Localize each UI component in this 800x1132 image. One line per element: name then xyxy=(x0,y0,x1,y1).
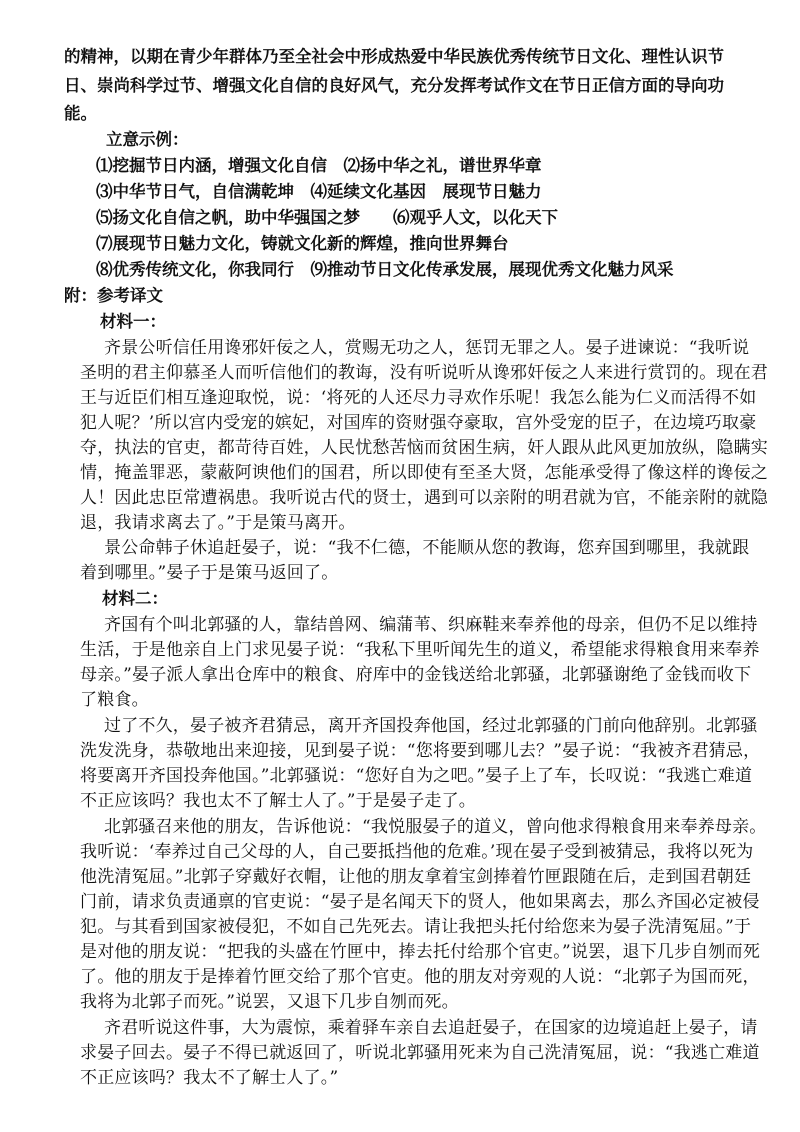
material2-line-18: 求晏子回去。晏子不得已就返回了，听说北郭骚用死来为自己洗清冤屈，说：“我逃亡难道 xyxy=(80,1043,760,1063)
material2-line-1: 齐国有个叫北郭骚的人，靠结兽网、编蒲苇、织麻鞋来奉养他的母亲，但仍不足以维持 xyxy=(104,615,758,635)
example-line-2: ⑶中华节日气，自信满乾坤 ⑷延续文化基因 展现节日魅力 xyxy=(96,182,542,201)
material2-line-13: 犯。与其看到国家被侵犯，不如自己先死去。请让我把头托付给您来为晏子洗清冤屈。”于 xyxy=(80,917,752,937)
material2-heading: 材料二： xyxy=(102,589,168,608)
material1-line-9: 景公命韩子休追赶晏子，说：“我不仁德，不能顺从您的教诲，您弃国到哪里，我就跟 xyxy=(104,538,750,558)
material1-line-6: 情，掩盖罪恶，蒙蔽阿谀他们的国君，所以即使有至圣大贤，怎能承受得了像这样的谗佞之 xyxy=(80,463,768,483)
material1-line-2: 圣明的君主仰慕圣人而听信他们的教诲，没有听说听从谗邪奸佞之人来进行赏罚的。现在君 xyxy=(80,363,768,383)
material2-line-2: 生活，于是他亲自上门求见晏子说：“我私下里听闻先生的道义，希望能求得粮食用来奉养 xyxy=(80,640,760,660)
example-line-4: ⑺展现节日魅力文化，铸就文化新的辉煌，推向世界舞台 xyxy=(96,234,509,253)
material1-line-1: 齐景公听信任用谗邪奸佞之人，赏赐无功之人，惩罚无罪之人。晏子进谏说：“我听说 xyxy=(104,338,750,358)
material1-line-3: 王与近臣们相互逢迎取悦，说：‘将死的人还尽力寻欢作乐呢！我怎么能为仁义而活得不如 xyxy=(80,388,757,408)
material1-line-7: 人！因此忠臣常遭祸患。我听说古代的贤士，遇到可以亲附的明君就为官，不能亲附的就隐 xyxy=(80,488,768,508)
material2-line-3: 母亲。”晏子派人拿出仓库中的粮食、府库中的金钱送给北郭骚，北郭骚谢绝了金钱而收下 xyxy=(80,665,752,685)
intro-line-2: 日、崇尚科学过节、增强文化自信的良好风气，充分发挥考试作文在节日正信方面的导向功 xyxy=(64,76,724,95)
material2-line-16: 我将为北郭子而死。”说罢，又退下几步自刎而死。 xyxy=(80,992,459,1012)
material2-line-17: 齐君听说这件事，大为震惊，乘着驿车亲自去追赶晏子，在国家的边境追赶上晏子，请 xyxy=(104,1018,758,1038)
examples-heading: 立意示例： xyxy=(106,130,189,149)
material1-line-4: 犯人呢？’所以宫内受宠的嫔妃，对国库的资财强夺豪取，宫外受宠的臣子，在边境巧取豪 xyxy=(80,413,757,433)
material1-line-10: 着到哪里。”晏子于是策马返回了。 xyxy=(80,563,339,583)
material1-line-8: 退，我请求离去了。”于是策马离开。 xyxy=(80,513,356,533)
example-line-5: ⑻优秀传统文化，你我同行 ⑼推动节日文化传承发展，展现优秀文化魅力风采 xyxy=(96,260,674,279)
material2-line-12: 门前，请求负责通禀的官吏说：“晏子是名闻天下的贤人，他如果离去，那么齐国必定被侵 xyxy=(80,892,760,912)
intro-line-3: 能。 xyxy=(64,104,97,123)
example-line-3: ⑸扬文化自信之帆，助中华强国之梦 ⑹观乎人文，以化天下 xyxy=(96,208,558,227)
material2-line-5: 过了不久，晏子被齐君猜忌，离开齐国投奔他国，经过北郭骚的门前向他辞别。北郭骚 xyxy=(104,716,758,736)
material2-line-7: 将要离开齐国投奔他国。”北郭骚说：“您好自为之吧。”晏子上了车，长叹说：“我逃亡难道 xyxy=(80,766,753,786)
material2-line-4: 了粮食。 xyxy=(80,690,149,710)
material2-line-9: 北郭骚召来他的朋友，告诉他说：“我悦服晏子的道义，曾向他求得粮食用来奉养母亲。 xyxy=(104,817,767,837)
material2-line-6: 洗发洗身，恭敬地出来迎接，见到晏子说：“您将要到哪儿去？”晏子说：“我被齐君猜忌， xyxy=(80,741,761,761)
example-line-1: ⑴挖掘节日内涵，增强文化自信 ⑵扬中华之礼，谱世界华章 xyxy=(96,156,542,175)
material1-heading: 材料一： xyxy=(100,312,166,331)
material2-line-15: 了。他的朋友于是捧着竹匣交给了那个官吏。他的朋友对旁观的人说：“北郭子为国而死， xyxy=(80,967,760,987)
material2-line-14: 是对他的朋友说：“把我的头盛在竹匣中，捧去托付给那个官吏。”说罢，退下几步自刎而死 xyxy=(80,942,761,962)
material1-line-5: 夺，执法的官吏，都苛待百姓，人民忧愁苦恼而贫困生病，奸人跟从此风更加放纵，隐瞒实 xyxy=(80,438,768,458)
material2-line-19: 不正应该吗？我太不了解士人了。” xyxy=(80,1068,339,1088)
appendix-heading: 附：参考译文 xyxy=(64,286,163,305)
material2-line-11: 他洗清冤屈。”北郭子穿戴好衣帽，让他的朋友拿着宝剑捧着竹匣跟随在后，走到国君朝廷 xyxy=(80,867,752,887)
material2-line-10: 我听说：‘奉养过自己父母的人，自己要抵挡他的危难。’现在晏子受到被猜忌，我将以死为 xyxy=(80,842,754,862)
intro-line-1: 的精神，以期在青少年群体乃至全社会中形成热爱中华民族优秀传统节日文化、理性认识节 xyxy=(64,47,724,66)
material2-line-8: 不正应该吗？我也太不了解士人了。”于是晏子走了。 xyxy=(80,791,476,811)
